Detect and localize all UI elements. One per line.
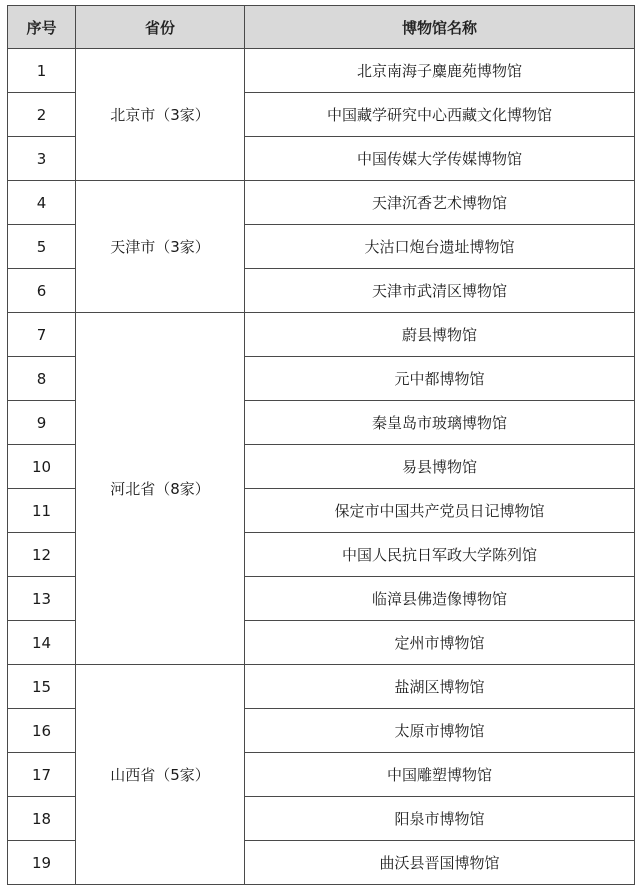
museum-name: 中国雕塑博物馆 <box>245 753 635 797</box>
museum-name: 大沽口炮台遗址博物馆 <box>245 225 635 269</box>
header-number: 序号 <box>8 6 76 49</box>
museum-name: 蔚县博物馆 <box>245 313 635 357</box>
row-number: 9 <box>8 401 76 445</box>
museum-name: 曲沃县晋国博物馆 <box>245 841 635 885</box>
table-row <box>8 181 635 225</box>
row-number: 12 <box>8 533 76 577</box>
row-number: 18 <box>8 797 76 841</box>
museum-name: 天津沉香艺术博物馆 <box>245 181 635 225</box>
row-number: 14 <box>8 621 76 665</box>
row-number: 7 <box>8 313 76 357</box>
row-number: 19 <box>8 841 76 885</box>
header-museum-name: 博物馆名称 <box>245 6 635 49</box>
row-number: 2 <box>8 93 76 137</box>
row-number: 17 <box>8 753 76 797</box>
row-number: 4 <box>8 181 76 225</box>
museum-name: 天津市武清区博物馆 <box>245 269 635 313</box>
museum-name: 北京南海子麋鹿苑博物馆 <box>245 49 635 93</box>
province-cell: 北京市（3家） <box>76 49 245 181</box>
museum-table <box>7 5 635 885</box>
header-row <box>8 6 635 49</box>
museum-name: 中国藏学研究中心西藏文化博物馆 <box>245 93 635 137</box>
province-cell: 山西省（5家） <box>76 665 245 885</box>
row-number: 5 <box>8 225 76 269</box>
province-cell: 河北省（8家） <box>76 313 245 665</box>
table-row <box>8 313 635 357</box>
header-province: 省份 <box>76 6 245 49</box>
table-body <box>8 49 635 885</box>
row-number: 16 <box>8 709 76 753</box>
row-number: 8 <box>8 357 76 401</box>
row-number: 10 <box>8 445 76 489</box>
museum-name: 盐湖区博物馆 <box>245 665 635 709</box>
row-number: 15 <box>8 665 76 709</box>
museum-name: 太原市博物馆 <box>245 709 635 753</box>
museum-name: 易县博物馆 <box>245 445 635 489</box>
table-header <box>8 6 635 49</box>
museum-name: 秦皇岛市玻璃博物馆 <box>245 401 635 445</box>
table-row <box>8 665 635 709</box>
museum-name: 阳泉市博物馆 <box>245 797 635 841</box>
museum-name: 定州市博物馆 <box>245 621 635 665</box>
table-row <box>8 49 635 93</box>
museum-name: 临漳县佛造像博物馆 <box>245 577 635 621</box>
museum-name: 中国传媒大学传媒博物馆 <box>245 137 635 181</box>
row-number: 11 <box>8 489 76 533</box>
museum-name: 中国人民抗日军政大学陈列馆 <box>245 533 635 577</box>
row-number: 1 <box>8 49 76 93</box>
museum-name: 保定市中国共产党员日记博物馆 <box>245 489 635 533</box>
museum-name: 元中都博物馆 <box>245 357 635 401</box>
row-number: 3 <box>8 137 76 181</box>
row-number: 13 <box>8 577 76 621</box>
province-cell: 天津市（3家） <box>76 181 245 313</box>
row-number: 6 <box>8 269 76 313</box>
